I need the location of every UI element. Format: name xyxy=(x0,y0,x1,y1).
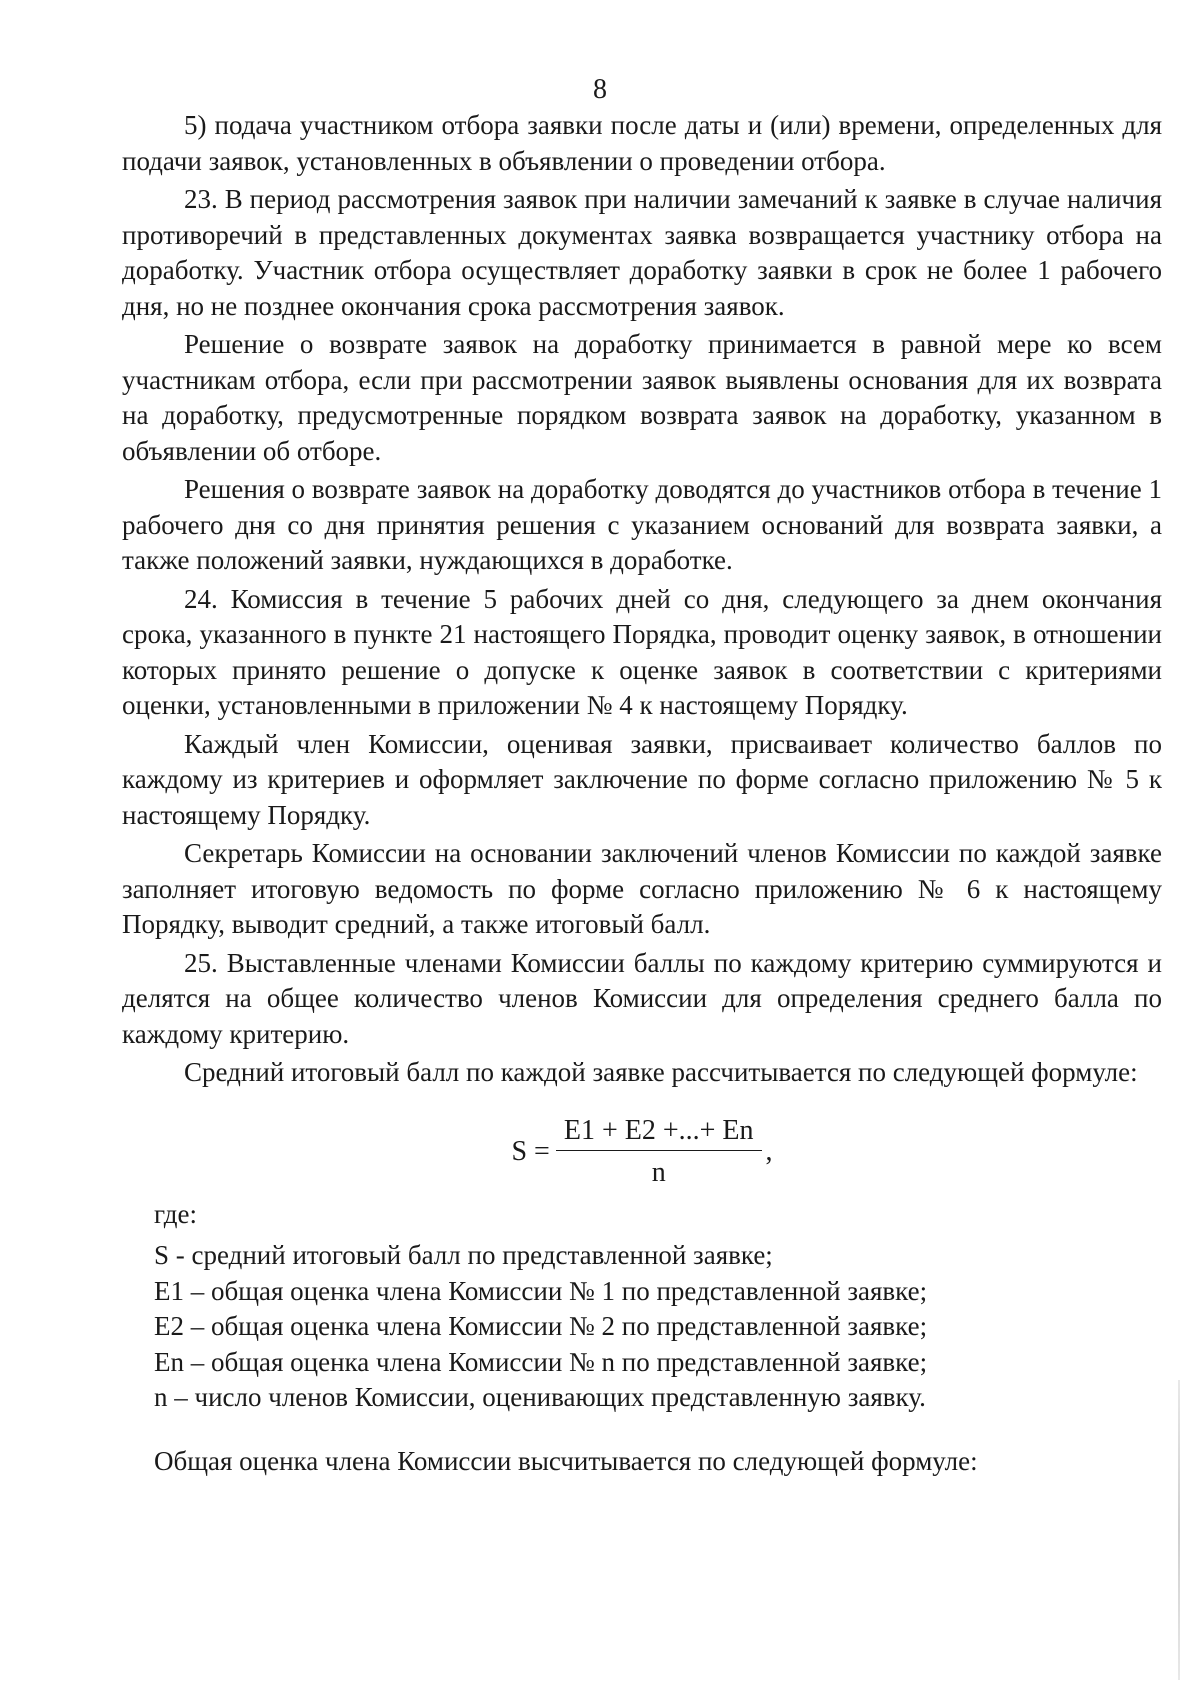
formula-trailing-comma: , xyxy=(765,1135,773,1167)
paragraph-formula-intro: Средний итоговый балл по каждой заявке рассчитывается по следующей формуле: xyxy=(184,1057,1138,1087)
paragraph-secretary: Секретарь Комиссии на основании заключений членов Комиссии по каждой заявке заполняет итоговую ведомость по форме согласно приложению № 6 к настоящему Порядку, выводит средний, а также итоговый балл. xyxy=(122,838,1162,939)
definition-n: n – число членов Комиссии, оценивающих представленную заявку. xyxy=(154,1382,926,1412)
paragraph-23: 23. В период рассмотрения заявок при наличии замечаний к заявке в случае наличия противоречий в представленных документах заявка возвращается участнику отбора на доработку. Участник отбора осуществляет доработку заявки в срок не более 1 рабочего дня, но не позднее окончания срока рассмотрения заявок. xyxy=(122,184,1162,321)
definition-e1: E1 – общая оценка члена Комиссии № 1 по представленной заявке; xyxy=(154,1275,928,1306)
paragraph-member-scoring: Каждый член Комиссии, оценивая заявки, присваивает количество баллов по каждому из критериев и оформляет заключение по форме согласно приложению № 5 к настоящему Порядку. xyxy=(122,728,1162,830)
paragraph-25: 25. Выставленные членами Комиссии баллы по каждому критерию суммируются и делятся на общее количество членов Комиссии для определения среднего балла по каждому критерию. xyxy=(122,947,1162,1049)
formula-fraction xyxy=(556,1113,762,1191)
document-body xyxy=(122,108,1162,1479)
paragraph-return-notice: Решения о возврате заявок на доработку доводятся до участников отбора в течение 1 рабочего дня со дня принятия решения с указанием оснований для возврата заявки, а также положений заявки, нуждающихся в доработке. xyxy=(122,474,1162,575)
formula-definitions xyxy=(122,1238,1162,1416)
paragraph-5-item: 5) подача участником отбора заявки после даты и (или) времени, определенных для подачи заявок, установленных в объявлении о проведении отбора. xyxy=(122,110,1162,176)
definition-en: En – общая оценка члена Комиссии № n по представленной заявке; xyxy=(154,1346,928,1377)
definition-e2: E2 – общая оценка члена Комиссии № 2 по представленной заявке; xyxy=(154,1311,928,1341)
spacer xyxy=(122,1416,1162,1444)
scan-edge-mark xyxy=(1178,1380,1180,1680)
paragraph-return-decision: Решение о возврате заявок на доработку принимается в равной мере ко всем участникам отбора, если при рассмотрении заявок выявлены основания для их возврата на доработку, предусмотренные порядком возврата заявок на доработку, указанном в объявлении об отборе. xyxy=(122,329,1162,466)
definition-s: S - средний итоговый балл по представленной заявке; xyxy=(154,1240,773,1270)
closing-line: Общая оценка члена Комиссии высчитывается по следующей формуле: xyxy=(154,1445,978,1476)
page-number: 8 xyxy=(593,74,607,105)
formula-lhs: S = xyxy=(511,1135,550,1167)
formula-denominator: n xyxy=(651,1157,666,1188)
formula-numerator: E1 + E2 +...+ En xyxy=(556,1113,762,1152)
where-label: где: xyxy=(154,1198,197,1229)
paragraph-24: 24. Комиссия в течение 5 рабочих дней со дня, следующего за днем окончания срока, указанного в пункте 21 настоящего Порядка, проводит оценку заявок, в отношении которых принято решение о допуске к оценке заявок в соответствии с критериями оценки, установленными в приложении № 4 к настоящему Порядку. xyxy=(122,583,1162,720)
formula-expression xyxy=(511,1113,772,1191)
average-score-formula xyxy=(122,1113,1162,1191)
